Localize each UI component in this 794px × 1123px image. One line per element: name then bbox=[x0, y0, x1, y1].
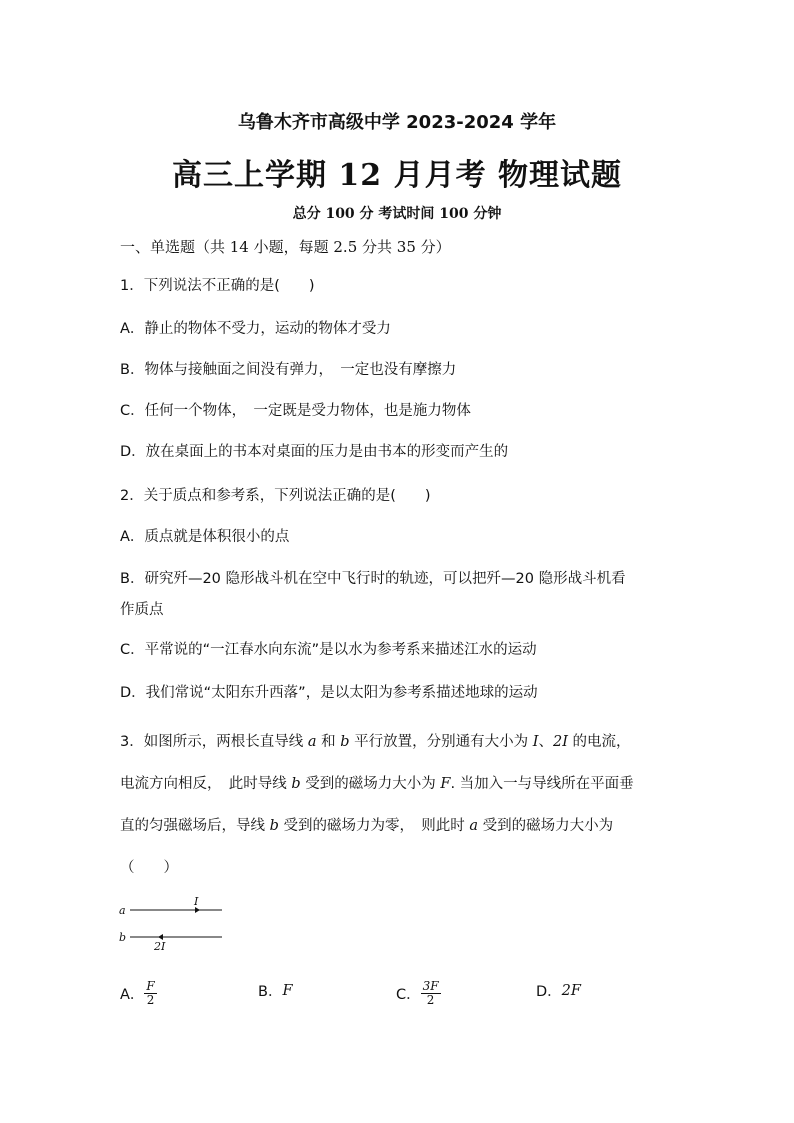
q3-option-d: D． 2F bbox=[536, 982, 581, 1000]
wire-b-current-label: 2I bbox=[154, 940, 166, 951]
q2-option-c: C．平常说的“一江春水向东流”是以水为参考系来描述江水的运动 bbox=[120, 642, 537, 658]
q3-stem-line2: 电流方向相反， 此时导线 b 受到的磁场力大小为 F. 当加入一与导线所在平面垂 bbox=[120, 776, 634, 792]
q2-stem: 2．关于质点和参考系，下列说法正确的是( ) bbox=[120, 488, 431, 504]
exam-title: 高三上学期 12 月月考 物理试题 bbox=[171, 158, 623, 193]
q2-option-b-line2: 作质点 bbox=[120, 602, 164, 618]
var-2I: 2I bbox=[552, 734, 568, 750]
section-heading: 一、单选题（共 14 小题，每题 2.5 分共 35 分） bbox=[120, 238, 451, 256]
q3-stem-line3: 直的匀强磁场后，导线 b 受到的磁场力为零， 则此时 a 受到的磁场力大小为 bbox=[120, 818, 614, 834]
q2-option-b-line1: B．研究歼—20 隐形战斗机在空中飞行时的轨迹，可以把歼—20 隐形战斗机看 bbox=[120, 571, 626, 587]
fraction-f-over-2: $\frac{F}{2}$ bbox=[146, 979, 155, 1007]
fraction-3f-over-2: $\frac{3F}{2}$ bbox=[422, 979, 439, 1007]
q3-option-b: B． F bbox=[258, 982, 293, 1000]
q1-option-d: D．放在桌面上的书本对桌面的压力是由书本的形变而产生的 bbox=[120, 444, 509, 460]
q1-option-b: B．物体与接触面之间没有弹力， 一定也没有摩擦力 bbox=[120, 362, 457, 378]
wire-b-label: b bbox=[119, 931, 127, 944]
q3-option-a: A． $\frac{F}{2}$ bbox=[120, 979, 155, 1007]
wire-a-label: a bbox=[119, 904, 126, 917]
q3-answer-blank: （ ） bbox=[120, 860, 178, 876]
q1-option-c: C．任何一个物体， 一定既是受力物体，也是施力物体 bbox=[120, 403, 471, 419]
q2-option-a: A．质点就是体积很小的点 bbox=[120, 529, 290, 545]
q1-stem: 1．下列说法不正确的是( ) bbox=[120, 278, 315, 294]
q2-option-d: D．我们常说“太阳东升西落”，是以太阳为参考系描述地球的运动 bbox=[120, 685, 538, 701]
wire-a-current-label: I bbox=[194, 895, 199, 908]
school-year-title: 乌鲁木齐市高级中学 2023-2024 学年 bbox=[237, 112, 557, 133]
var-b: b bbox=[340, 734, 350, 750]
exam-meta: 总分 100 分 考试时间 100 分钟 bbox=[292, 206, 502, 222]
var-I: I bbox=[532, 734, 539, 750]
var-a: a bbox=[307, 734, 317, 750]
q3-stem-line1: 3．如图所示，两根长直导线 a 和 b 平行放置，分别通有大小为 I、2I 的电流， bbox=[120, 734, 631, 750]
parallel-wires-figure bbox=[116, 895, 228, 951]
q3-option-c: C． $\frac{3F}{2}$ bbox=[396, 979, 439, 1007]
q1-option-a: A．静止的物体不受力，运动的物体才受力 bbox=[120, 321, 391, 337]
